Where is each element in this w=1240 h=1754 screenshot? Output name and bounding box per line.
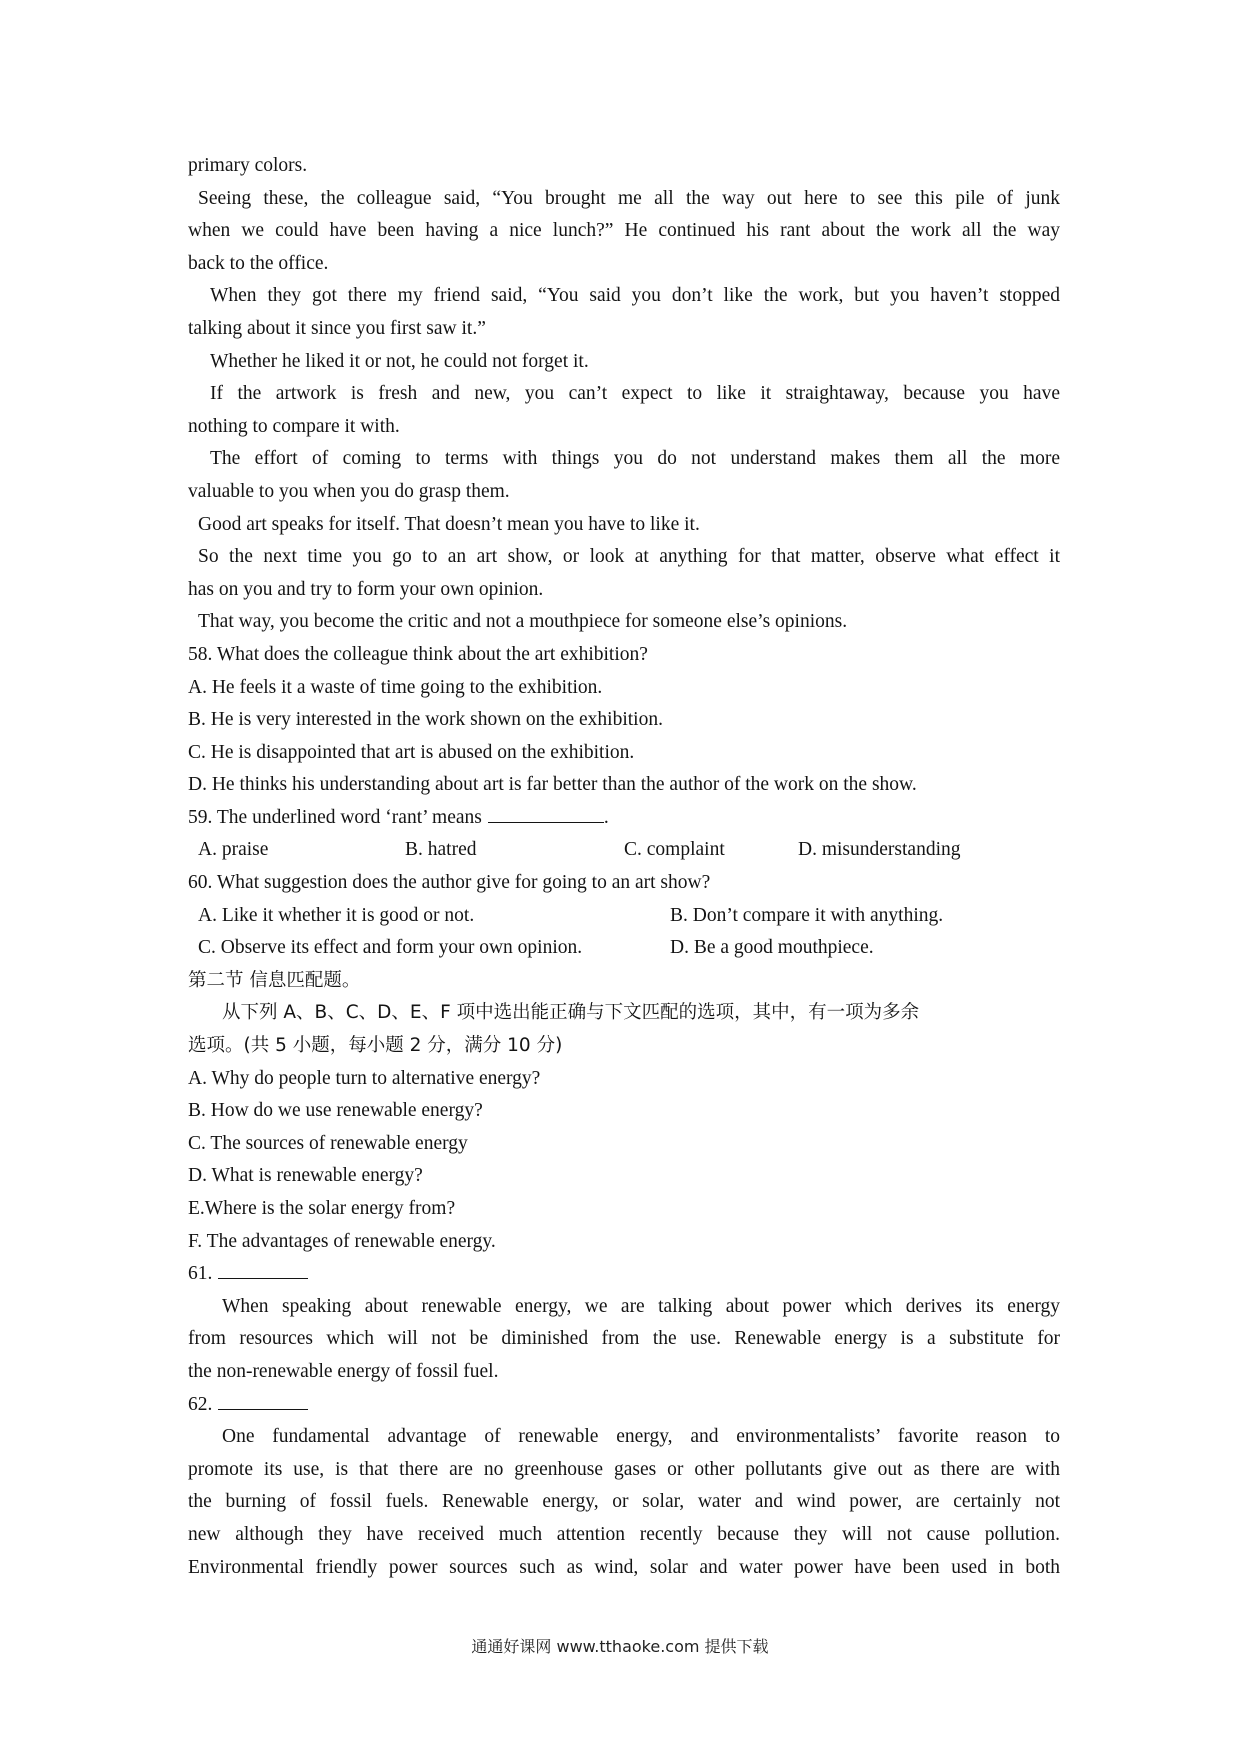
section-2-instructions: 从下列 A、B、C、D、E、F 项中选出能正确与下文匹配的选项，其中，有一项为多余 [222,1002,920,1024]
question-59-option-a: A. praise [198,839,269,861]
document-page [188,150,1060,1584]
matching-option-a: A. Why do people turn to alternative energy? [188,1067,541,1089]
question-62-paragraph-line: One fundamental advantage of renewable energy, and environmentalists’ favorite reason to [222,1426,1060,1448]
question-62-label: 62. [188,1393,213,1415]
question-60-option-c: C. Observe its effect and form your own opinion. [198,937,583,959]
question-58-option-c: C. He is disappointed that art is abused on the exhibition. [188,741,635,763]
question-58-option-a: A. He feels it a waste of time going to the exhibition. [188,676,603,698]
passage-line: So the next time you go to an art show, or look at anything for that matter, observe what effect it [198,546,1060,568]
matching-option-d: D. What is renewable energy? [188,1165,423,1187]
question-61-paragraph-line: When speaking about renewable energy, we are talking about power which derives its energy [222,1295,1060,1317]
passage-line: primary colors. [188,155,308,176]
matching-option-f: F. The advantages of renewable energy. [188,1230,496,1252]
passage-line: When they got there my friend said, “You said you don’t like the work, but you haven’t stopped [210,285,1060,307]
question-60-stem: 60. What suggestion does the author give for going to an art show? [188,872,711,894]
passage-line: nothing to compare it with. [188,415,400,437]
section-2-title: 第二节 信息匹配题。 [188,969,361,991]
matching-option-e: E.Where is the solar energy from? [188,1198,456,1219]
passage-line: valuable to you when you do grasp them. [188,480,510,502]
question-58-option-b: B. He is very interested in the work shown on the exhibition. [188,709,663,731]
question-59-option-c: C. complaint [624,839,725,861]
passage-line: The effort of coming to terms with things you do not understand makes them all the more [210,448,1060,470]
passage-line: Whether he liked it or not, he could not forget it. [210,350,589,372]
passage-line: back to the office. [188,252,329,274]
passage-line: when we could have been having a nice lunch?” He continued his rant about the work all the way [188,220,1060,242]
passage-line: talking about it since you first saw it.” [188,317,486,339]
passage-line: has on you and try to form your own opinion. [188,578,544,600]
question-61-label: 61. [188,1263,213,1285]
question-58-option-d: D. He thinks his understanding about art is far better than the author of the work on the show. [188,774,917,796]
question-58-stem: 58. What does the colleague think about the art exhibition? [188,643,648,665]
question-60-option-d: D. Be a good mouthpiece. [670,937,874,959]
question-59-stem [188,802,1060,835]
question-59-option-d: D. misunderstanding [798,839,961,861]
passage-line: Good art speaks for itself. That doesn’t mean you have to like it. [198,513,700,535]
question-62-paragraph-line: Environmental friendly power sources such as wind, solar and water power have been used in both [188,1556,1060,1578]
question-59-options [188,834,1060,867]
question-60-options-row1 [188,900,1060,933]
question-62-number [188,1389,1060,1422]
matching-option-b: B. How do we use renewable energy? [188,1100,483,1122]
question-62-paragraph-line: the burning of fossil fuels. Renewable energy, or solar, water and wind power, are certainly not [188,1491,1060,1513]
matching-option-c: C. The sources of renewable energy [188,1132,468,1154]
question-60-option-a: A. Like it whether it is good or not. [198,904,475,926]
answer-blank [218,1260,308,1279]
question-61-paragraph-line: the non-renewable energy of fossil fuel. [188,1360,499,1382]
question-60-option-b: B. Don’t compare it with anything. [670,904,944,926]
passage-line: That way, you become the critic and not a mouthpiece for someone else’s opinions. [198,611,848,633]
passage-line: If the artwork is fresh and new, you can’t expect to like it straightaway, because you have [210,383,1060,405]
question-59-option-b: B. hatred [405,839,477,861]
page-footer: 通通好课网 www.tthaoke.com 提供下载 [471,1637,769,1656]
section-2-instructions: 选项。(共 5 小题，每小题 2 分，满分 10 分) [188,1035,563,1057]
question-60-options-row2 [188,932,1060,965]
question-61-number [188,1258,1060,1291]
question-59-end: . [603,806,609,828]
question-62-paragraph-line: new although they have received much attention recently because they will not cause pollution. [188,1523,1060,1545]
question-61-paragraph-line: from resources which will not be diminished from the use. Renewable energy is a substitute for [188,1328,1060,1350]
question-59-text: 59. The underlined word ‘rant’ means [188,806,482,828]
answer-blank [488,802,604,823]
question-62-paragraph-line: promote its use, is that there are no greenhouse gases or other pollutants give out as there are with [188,1458,1060,1480]
answer-blank [218,1391,308,1410]
passage-line: Seeing these, the colleague said, “You brought me all the way out here to see this pile of junk [198,187,1060,209]
